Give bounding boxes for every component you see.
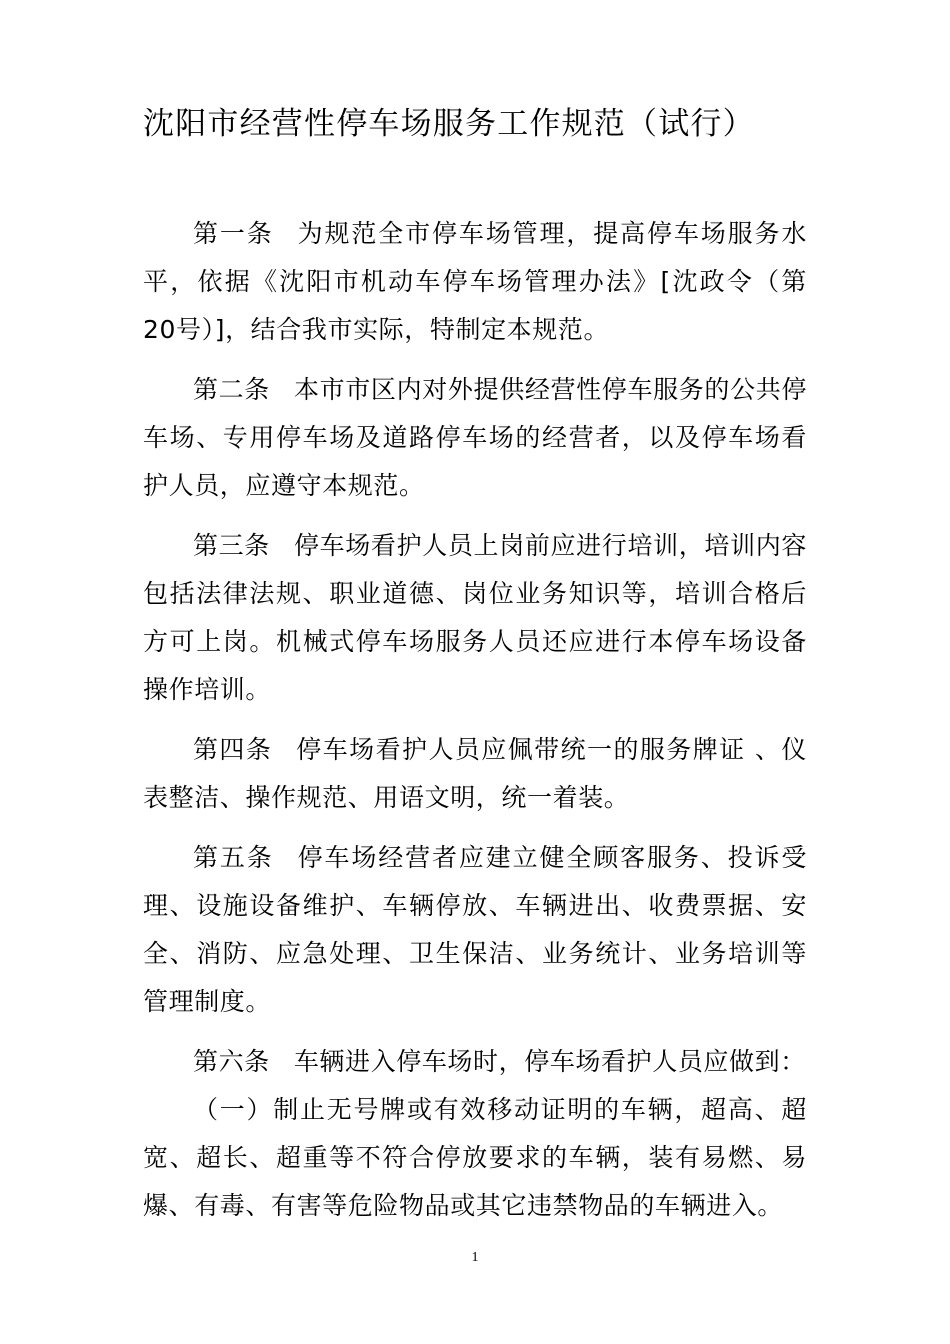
article-text: 为规范全市停车场管理，提高停车场服务水平，依据《沈阳市机动车停车场管理办法》[沈政令（第 20号）]，结合我市实际，特制定本规范。: [143, 219, 807, 344]
article-2: [143, 366, 807, 510]
article-text: 停车场看护人员上岗前应进行培训，培训内容包括法律法规、职业道德、岗位业务知识等，培训合格后方可上岗。机械式停车场服务人员还应进行本停车场设备操作培训。: [143, 531, 807, 704]
article-6-item-1: （一）制止无号牌或有效移动证明的车辆，超高、超宽、超长、超重等不符合停放要求的车辆，装有易燃、易爆、有毒、有害等危险物品或其它违禁物品的车辆进入。: [143, 1095, 807, 1220]
article-5: [143, 834, 807, 1026]
article-number: 第一条: [193, 219, 274, 248]
article-number: 第六条: [193, 1047, 270, 1076]
page-number: 1: [471, 1250, 479, 1265]
article-4: [143, 726, 807, 822]
page-title: 沈阳市经营性停车场服务工作规范（试行）: [143, 106, 755, 142]
article-number: 第二条: [193, 375, 270, 404]
article-number: 第五条: [193, 843, 274, 872]
article-number: 第三条: [193, 531, 270, 560]
article-6: [143, 1038, 807, 1086]
article-number: 第四条: [193, 735, 273, 764]
article-text: 停车场经营者应建立健全顾客服务、投诉受理、设施设备维护、车辆停放、车辆进出、收费票据、安全、消防、应急处理、卫生保洁、业务统计、业务培训等管理制度。: [143, 843, 807, 1016]
article-text: 车辆进入停车场时，停车场看护人员应做到：: [293, 1047, 806, 1076]
article-1: [143, 210, 807, 354]
article-3: [143, 522, 807, 714]
article-text: 本市市区内对外提供经营性停车服务的公共停车场、专用停车场及道路停车场的经营者，以及停车场看护人员，应遵守本规范。: [143, 375, 807, 500]
article-text: 停车场看护人员应佩带统一的服务牌证 、仪表整洁、操作规范、用语文明，统一着装。: [143, 735, 807, 812]
document-body: [143, 210, 807, 1230]
